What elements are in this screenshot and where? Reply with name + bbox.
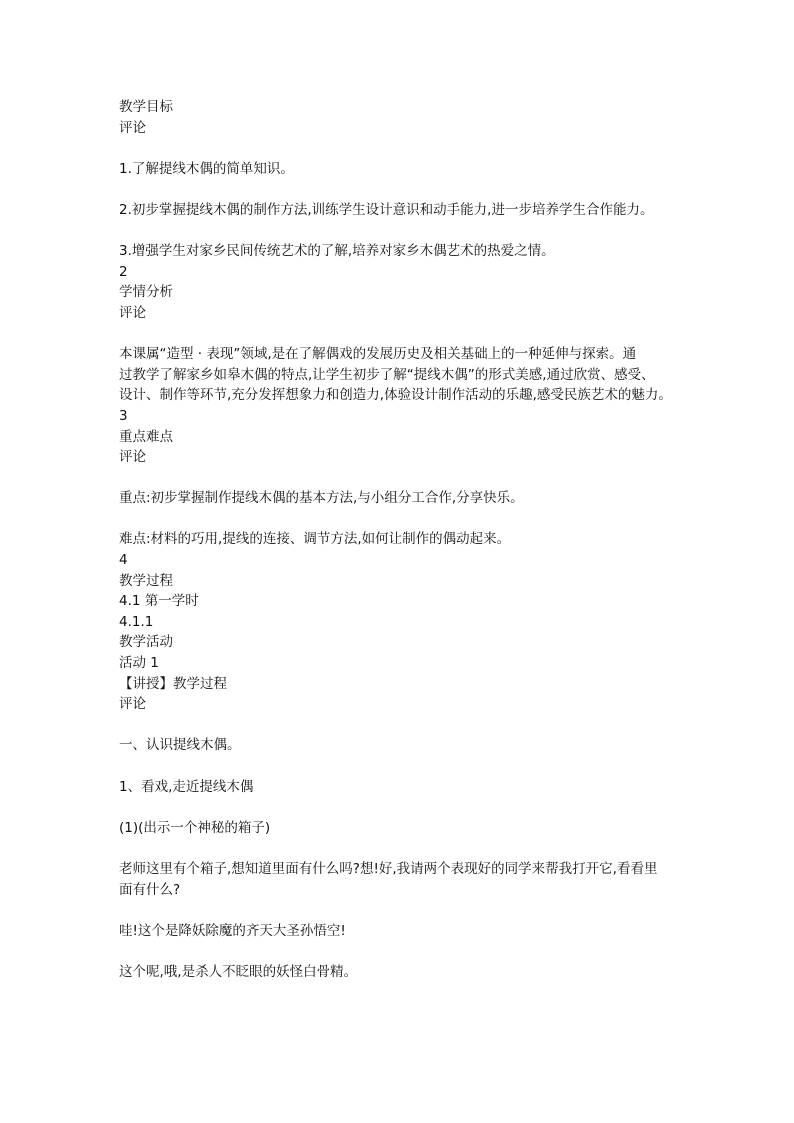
paragraph-line: 老师这里有个箱子,想知道里面有什么吗?想!好,我请两个表现好的同学来帮我打开它,看看里	[119, 860, 658, 877]
comment-link[interactable]: 评论	[119, 119, 146, 136]
paragraph-line: 过教学了解家乡如皋木偶的特点,让学生初步了解“提线木偶”的形式美感,通过欣赏、感受、	[119, 366, 655, 383]
process-step-heading: 一、认识提线木偶。	[119, 737, 241, 754]
comment-link[interactable]: 评论	[119, 304, 146, 321]
process-substep-item: (1)(出示一个神秘的箱子)	[119, 819, 271, 836]
student-analysis-paragraph	[119, 344, 679, 406]
section-number-2: 2	[119, 263, 128, 280]
difficulty-text: 难点:材料的巧用,提线的连接、调节方法,如何让制作的偶动起来。	[119, 531, 511, 548]
section-heading-teaching-goals: 教学目标	[119, 99, 173, 115]
subsection-number: 4.1.1	[119, 613, 154, 630]
section-heading-teaching-process: 教学过程	[119, 572, 173, 589]
paragraph-line: 本课属“造型 · 表现”领域,是在了解偶戏的发展历史及相关基础上的一种延伸与探索。通	[119, 346, 637, 363]
comment-link[interactable]: 评论	[119, 449, 146, 466]
paragraph-line: 面有什么?	[119, 881, 181, 898]
goal-item-3: 3.增强学生对家乡民间传统艺术的了解,培养对家乡木偶艺术的热爱之情。	[119, 243, 555, 260]
activity-label: 活动 1	[119, 655, 159, 672]
section-number-3: 3	[119, 407, 128, 424]
paragraph-line: 设计、制作等环节,充分发挥想象力和创造力,体验设计制作活动的乐趣,感受民族艺术的魅力。	[119, 387, 672, 404]
dialogue-line: 哇!这个是降妖除魔的齐天大圣孙悟空!	[119, 922, 346, 939]
dialogue-line: 这个呢,哦,是杀人不眨眼的妖怪白骨精。	[119, 963, 358, 980]
process-substep: 1、看戏,走近提线木偶	[119, 778, 254, 795]
document-page	[119, 97, 679, 983]
teacher-dialogue-paragraph	[119, 859, 679, 900]
comment-link[interactable]: 评论	[119, 696, 146, 713]
key-point-text: 重点:初步掌握制作提线木偶的基本方法,与小组分工合作,分享快乐。	[119, 490, 524, 507]
section-number-4: 4	[119, 552, 128, 569]
teaching-activities-label: 教学活动	[119, 634, 173, 651]
activity-title: 【讲授】教学过程	[119, 675, 227, 692]
goal-item-1: 1.了解提线木偶的简单知识。	[119, 160, 294, 177]
subsection-first-period: 4.1 第一学时	[119, 593, 199, 610]
section-heading-student-analysis: 学情分析	[119, 284, 173, 301]
goal-item-2: 2.初步掌握提线木偶的制作方法,训练学生设计意识和动手能力,进一步培养学生合作能力。	[119, 201, 654, 218]
section-heading-key-points: 重点难点	[119, 428, 173, 445]
